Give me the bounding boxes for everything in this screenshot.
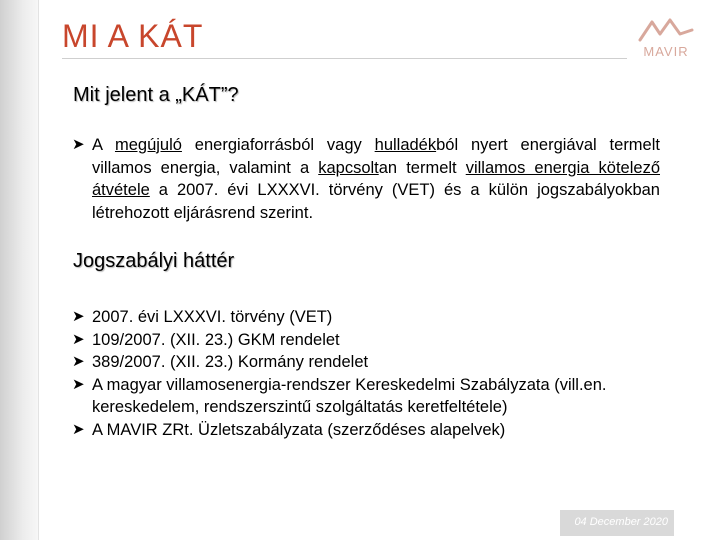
definition-text-segment: an termelt (378, 158, 466, 177)
list-item (72, 329, 662, 352)
left-gradient-band (0, 0, 38, 540)
arrow-bullet-icon: ➤ (72, 420, 85, 438)
section-heading-legal-background: Jogszabályi háttér (73, 250, 235, 272)
slide-title: MI A KÁT (62, 18, 204, 54)
list-item-text: 2007. évi LXXXVI. törvény (VET) (92, 308, 333, 326)
definition-text-segment: a 2007. évi LXXXVI. törvény (VET) és a külön jogszabályokban létrehozott eljárásrend szerint. (92, 181, 660, 222)
title-underline-rule (62, 58, 627, 59)
list-item (72, 419, 662, 442)
list-item (72, 374, 662, 419)
list-item-text: A magyar villamosenergia-rendszer Kereskedelmi Szabályzata (vill.en. kereskedelem, rendszerszintű szolgáltatás keretfeltétele) (92, 375, 607, 416)
legal-list (72, 306, 662, 441)
underlined-term: megújuló (114, 136, 182, 154)
list-item-text: 389/2007. (XII. 23.) Kormány rendelet (92, 353, 369, 371)
footer-date: 04 December 2020 (574, 516, 668, 528)
definition-paragraph (72, 134, 660, 224)
list-item (72, 306, 662, 329)
underlined-term: hulladék (374, 136, 437, 154)
definition-text-segment: ból nyert energiával termelt villamos energia, valamint a (92, 136, 660, 177)
list-item-text: A MAVIR ZRt. Üzletszabályzata (szerződéses alapelvek) (92, 420, 506, 439)
section-heading-definition: Mit jelent a „KÁT”? (73, 84, 239, 106)
mavir-logo-mark-icon (636, 16, 696, 44)
arrow-bullet-icon: ➤ (72, 330, 85, 348)
underlined-term: villamos energia kötelező átvétele (92, 158, 660, 199)
definition-text (92, 134, 660, 224)
mavir-logo (636, 16, 696, 62)
definition-text-segment: energiaforrásból vagy (181, 136, 375, 154)
list-item (72, 351, 662, 374)
arrow-bullet-icon: ➤ (72, 136, 85, 153)
logo-wordmark: MAVIR (643, 44, 689, 59)
arrow-bullet-icon: ➤ (72, 375, 85, 393)
arrow-bullet-icon: ➤ (72, 308, 85, 325)
list-item-text: 109/2007. (XII. 23.) GKM rendelet (92, 330, 340, 349)
definition-text-segment: A (92, 136, 115, 154)
left-band-divider (38, 0, 39, 540)
arrow-bullet-icon: ➤ (72, 353, 85, 370)
underlined-term: kapcsolt (318, 158, 379, 177)
